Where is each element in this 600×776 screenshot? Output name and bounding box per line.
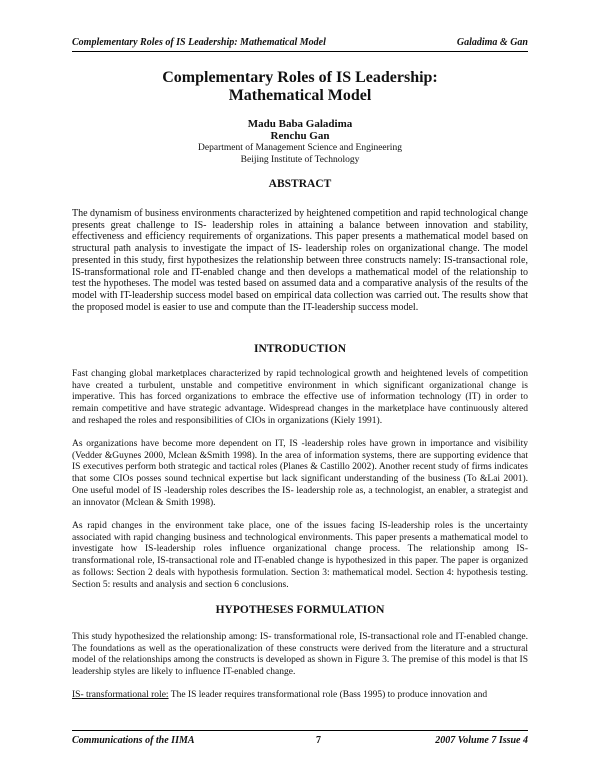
title-line-1: Complementary Roles of IS Leadership: — [162, 69, 438, 86]
introduction-paragraph-1: Fast changing global marketplaces characterized by rapid technological growth and heightened levels of competition have created a turbulent, unstable and competitive environment in which significant organizational change is imperative. This has forced organizations to embrace the effective use of information technology (IT) in order to remain competitive and have strategic advantage. Widespread changes in the marketplace have continuously altered and reshaped the roles and responsibilities of CIOs in organizations (Kiely 1991). — [72, 369, 528, 426]
hypotheses-paragraph-2 — [72, 690, 528, 702]
abstract-heading: ABSTRACT — [268, 178, 332, 190]
author-department: Department of Management Science and Engineering — [198, 143, 402, 153]
transformational-role-text: The IS leader requires transformational role (Bass 1995) to produce innovation and — [168, 690, 488, 700]
hypotheses-heading: HYPOTHESES FORMULATION — [215, 604, 385, 616]
author-name-2: Renchu Gan — [270, 130, 330, 142]
author-block — [72, 118, 528, 166]
page-number: 7 — [316, 735, 321, 746]
hypotheses-paragraph-1: This study hypothesized the relationship among: IS- transformational role, IS-transactional role and IT-enabled change. The foundations as well as the operationalization of these constructs were derived from the literature and a structural model of the relationships among the constructs is developed as shown in Figure 3. The premise of this model is that IS leadership styles are likely to influence IT-enabled change. — [72, 632, 528, 678]
abstract-text: The dynamism of business environments characterized by heightened competition and rapid technological change presents great challenge to IS- leadership roles in attaining a balance between innovation and stability, effectiveness and efficiency requirements of organizations. This paper presents a mathematical model based on structural path analysis to investigate the impact of IS- leadership roles on organizational change. The model presented in this study, first hypothesizes the relationship between three constructs namely: IS-transactional role, IS-transformational role and IT-enabled change and then develops a mathematical model of the relationship to test the hypotheses. The model was tested based on assumed data and a comparative analysis of the results of the model with IT-leadership success model based on empirical data collection was carried out. The results show that the proposed model is easier to use and compute than the IT-leadership success model. — [72, 208, 528, 313]
header-title: Complementary Roles of IS Leadership: Mathematical Model — [72, 37, 326, 48]
running-footer — [72, 730, 528, 749]
running-header — [72, 37, 528, 52]
introduction-paragraph-3: As rapid changes in the environment take place, one of the issues facing IS-leadership roles is the uncertainty associated with rapid changing business and technological environments. This paper presents a mathematical model to investigate how IS-leadership roles influence organizational change process. The relationship among IS-transformational role, IS-transactional role and IT-enabled change is hypothesized in this paper. The paper is organized as follows: Section 2 deals with hypothesis formulation. Section 3: mathematical model. Section 4: hypothesis testing. Section 5: results and analysis and section 6 conclusions. — [72, 521, 528, 590]
transformational-role-label: IS- transformational role: — [72, 690, 169, 700]
footer-volume: 2007 Volume 7 Issue 4 — [435, 735, 528, 746]
author-name-1: Madu Baba Galadima — [247, 118, 353, 130]
title-line-2: Mathematical Model — [228, 87, 372, 104]
footer-journal: Communications of the IIMA — [72, 735, 195, 746]
introduction-paragraph-2: As organizations have become more dependent on IT, IS -leadership roles have grown in importance and visibility (Vedder &Guynes 2000, Mclean &Smith 1998). In the area of information systems, there are supporting evidence that IS executives perform both strategic and tactical roles (Planes & Castillo 2002). Another recent study of firms indicates that some CIOs posses sound technical expertise but lack significant understanding of the business (To &Lai 2001). One useful model of IS -leadership roles describes the IS- leadership role as, a technologist, an enabler, a strategist and an innovator (Mclean & Smith 1998). — [72, 439, 528, 508]
header-authors: Galadima & Gan — [456, 37, 528, 48]
author-institute: Beijing Institute of Technology — [240, 155, 360, 165]
paper-title — [72, 69, 528, 105]
introduction-heading: INTRODUCTION — [253, 343, 346, 355]
